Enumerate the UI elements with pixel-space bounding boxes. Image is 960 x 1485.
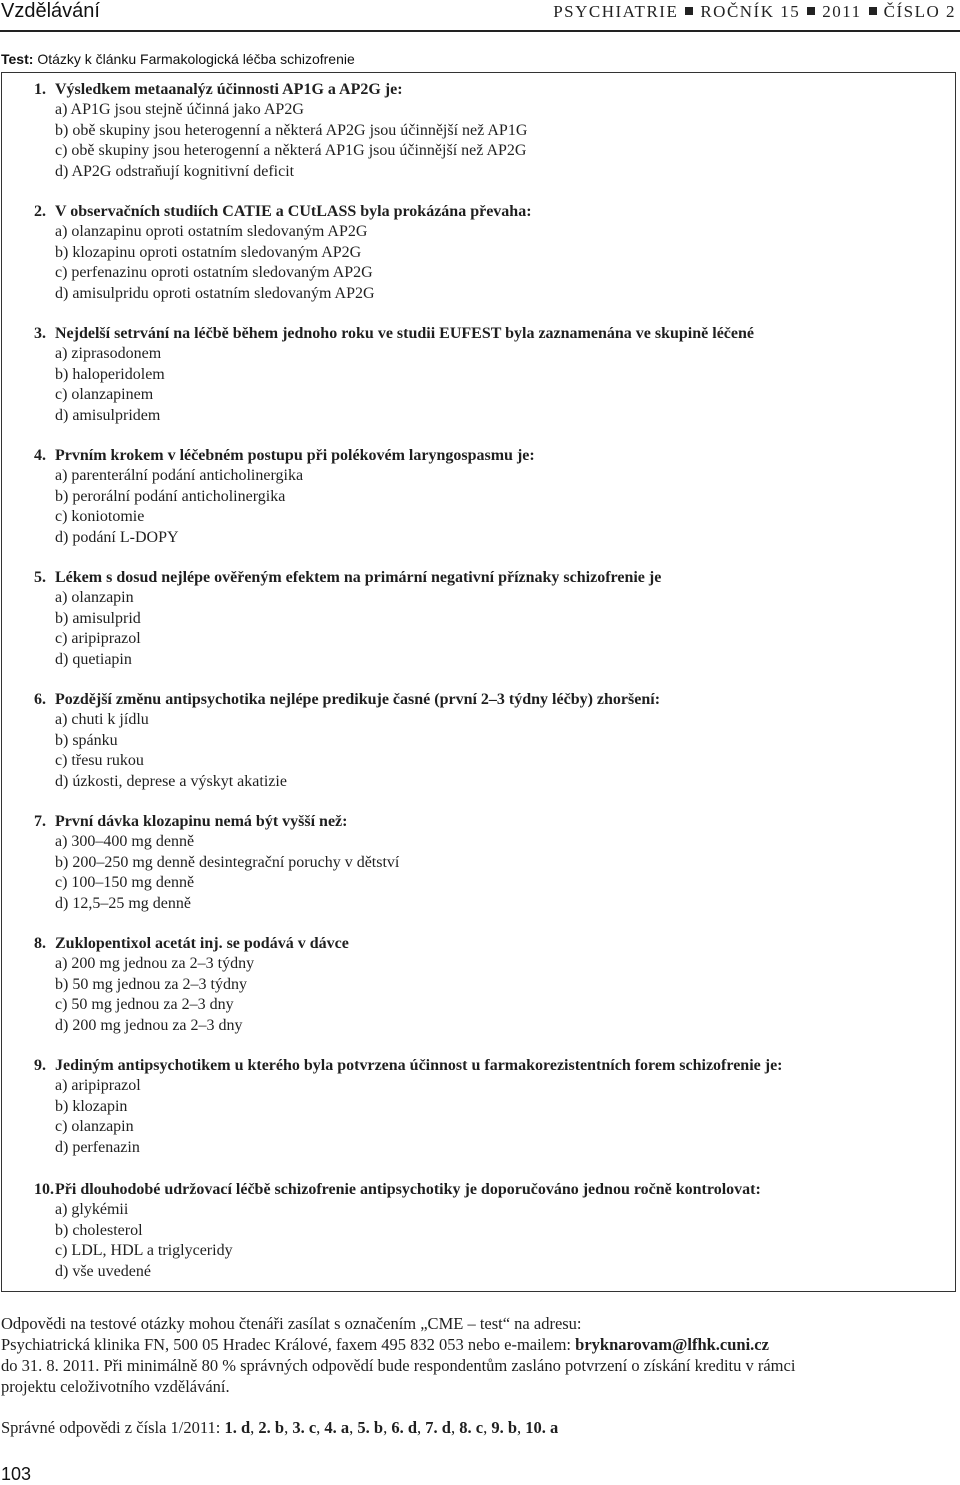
answer-option: c) obě skupiny jsou heterogenní a některá AP1G jsou účinnější než AP2G: [55, 142, 527, 160]
journal-issue: ČÍSLO 2: [883, 2, 956, 21]
test-title: [1, 51, 355, 67]
question-number: 5.: [34, 569, 46, 586]
answer-option: d) quetiapin: [55, 650, 132, 668]
answer-option: a) olanzapinu oproti ostatním sledovaným AP2G: [55, 223, 368, 241]
question-text: Pozdější změnu antipsychotika nejlépe predikuje časné (první 2–3 týdny léčby) zhoršení:: [55, 691, 661, 708]
answer-item: 10. a: [525, 1418, 559, 1437]
question-text: V observačních studiích CATIE a CUtLASS byla prokázána převaha:: [55, 203, 532, 220]
question-9: [34, 1056, 783, 1158]
answer-option: a) chuti k jídlu: [55, 711, 149, 729]
answer-option: d) úzkosti, deprese a výskyt akatizie: [55, 772, 287, 790]
question-4: [34, 446, 535, 548]
correct-answers: Správné odpovědi z čísla 1/2011: 1. d, 2. b, 3. c, 4. a, 5. b, 6. d, 7. d, 8. c, 9. b, 10. a: [1, 1418, 559, 1437]
question-text: Zuklopentixol acetát inj. se podává v dávce: [55, 935, 349, 952]
answer-item: 3. c: [292, 1418, 317, 1437]
answer-option: c) 50 mg jednou za 2–3 dny: [55, 996, 234, 1014]
page-header: [0, 0, 960, 30]
answer-option: a) parenterální podání anticholinergika: [55, 467, 304, 485]
answer-option: b) cholesterol: [55, 1221, 143, 1239]
journal-info: [553, 2, 956, 22]
answer-option: b) 50 mg jednou za 2–3 týdny: [55, 975, 247, 993]
answers-label: Správné odpovědi z čísla 1/2011:: [1, 1418, 221, 1437]
square-separator-icon: [807, 7, 815, 15]
question-number: 8.: [34, 935, 46, 952]
header-divider: [0, 30, 960, 32]
answer-option: d) vše uvedené: [55, 1262, 151, 1280]
question-1: [34, 80, 527, 182]
answer-option: d) AP2G odstraňují kognitivní deficit: [55, 162, 295, 180]
answer-option: a) glykémii: [55, 1201, 129, 1219]
test-label: Test:: [1, 51, 34, 67]
question-number: 1.: [34, 81, 46, 98]
answer-item: 4. a: [324, 1418, 350, 1437]
journal-year: 2011: [822, 2, 862, 21]
answer-item: 9. b: [491, 1418, 517, 1437]
test-title-text: Otázky k článku Farmakologická léčba schizofrenie: [37, 51, 355, 67]
instructions-line-4: projektu celoživotního vzdělávání.: [1, 1377, 230, 1396]
answer-option: a) AP1G jsou stejně účinná jako AP2G: [55, 101, 304, 119]
answer-option: a) ziprasodonem: [55, 345, 162, 363]
question-number: 9.: [34, 1057, 46, 1074]
answer-option: a) aripiprazol: [55, 1077, 141, 1095]
answer-option: c) koniotomie: [55, 508, 145, 526]
answer-option: b) perorální podání anticholinergika: [55, 487, 286, 505]
question-text: Při dlouhodobé udržovací léčbě schizofrenie antipsychotiky je doporučováno jednou ročně kontrolovat:: [55, 1181, 761, 1198]
answer-item: 7. d: [425, 1418, 451, 1437]
address-text: Psychiatrická klinika FN, 500 05 Hradec Králové, faxem 495 832 053 nebo e-mailem:: [1, 1335, 572, 1354]
answer-option: c) LDL, HDL a triglyceridy: [55, 1242, 233, 1260]
answer-option: d) 200 mg jednou za 2–3 dny: [55, 1016, 243, 1034]
answer-item: 6. d: [391, 1418, 418, 1437]
answer-option: a) olanzapin: [55, 589, 134, 607]
question-number: 3.: [34, 325, 46, 342]
question-number: 4.: [34, 447, 46, 464]
answer-option: d) amisulpridu oproti ostatním sledovaným AP2G: [55, 284, 375, 302]
answer-option: c) olanzapin: [55, 1118, 134, 1136]
answer-option: d) 12,5–25 mg denně: [55, 894, 191, 912]
question-number: 7.: [34, 813, 46, 830]
square-separator-icon: [869, 7, 877, 15]
journal-volume: ROČNÍK 15: [700, 2, 801, 21]
answer-option: b) spánku: [55, 731, 118, 749]
answer-option: c) perfenazinu oproti ostatním sledovaným AP2G: [55, 264, 373, 282]
answer-option: c) třesu rukou: [55, 752, 144, 770]
square-separator-icon: [685, 7, 693, 15]
question-5: [34, 568, 661, 670]
question-7: [34, 812, 399, 914]
answer-option: b) klozapin: [55, 1097, 128, 1115]
instructions-line-1: Odpovědi na testové otázky mohou čtenáři zasílat s označením „CME – test“ na adresu:: [1, 1314, 582, 1333]
section-title: Vzdělávání: [1, 0, 100, 22]
answer-option: b) obě skupiny jsou heterogenní a některá AP2G jsou účinnější než AP1G: [55, 121, 528, 139]
answer-option: b) klozapinu oproti ostatním sledovaným AP2G: [55, 243, 362, 261]
question-text: Nejdelší setrvání na léčbě během jednoho roku ve studii EUFEST byla zaznamenána ve skupině léčené: [55, 325, 754, 342]
email-link[interactable]: bryknarovam@lfhk.cuni.cz: [575, 1335, 769, 1354]
question-10: [34, 1180, 761, 1282]
question-6: [34, 690, 660, 792]
answer-option: d) amisulpridem: [55, 406, 161, 424]
answer-option: c) aripiprazol: [55, 630, 141, 648]
answer-item: 2. b: [258, 1418, 285, 1437]
journal-name: PSYCHIATRIE: [553, 2, 679, 21]
question-text: Jediným antipsychotikem u kterého byla potvrzena účinnost u farmakorezistentních forem schizofrenie je:: [55, 1057, 783, 1074]
answer-option: d) podání L-DOPY: [55, 528, 179, 546]
question-text: Prvním krokem v léčebném postupu při polékovém laryngospasmu je:: [55, 447, 535, 464]
question-8: [34, 934, 349, 1036]
instructions-line-3: do 31. 8. 2011. Při minimálně 80 % správných odpovědí bude respondentům zasláno potvrzení o získání kreditu v rámci: [1, 1356, 796, 1375]
answer-item: 8. c: [459, 1418, 484, 1437]
question-text: První dávka klozapinu nemá být vyšší než:: [55, 813, 348, 830]
answer-option: a) 300–400 mg denně: [55, 833, 195, 851]
question-number: 10.: [34, 1181, 54, 1198]
question-number: 2.: [34, 203, 46, 220]
answer-option: b) 200–250 mg denně desintegrační poruchy v dětství: [55, 853, 400, 871]
answer-option: a) 200 mg jednou za 2–3 týdny: [55, 955, 255, 973]
answer-item: 1. d: [224, 1418, 251, 1437]
answer-option: c) 100–150 mg denně: [55, 874, 195, 892]
answer-option: d) perfenazin: [55, 1138, 140, 1156]
answer-option: b) amisulprid: [55, 609, 141, 627]
instructions-line-2: [1, 1334, 959, 1355]
question-number: 6.: [34, 691, 46, 708]
answer-option: b) haloperidolem: [55, 365, 165, 383]
page-number: 103: [1, 1464, 32, 1484]
question-2: [34, 202, 532, 304]
question-text: Výsledkem metaanalýz účinnosti AP1G a AP2G je:: [55, 81, 403, 98]
question-text: Lékem s dosud nejlépe ověřeným efektem na primární negativní příznaky schizofrenie je: [55, 569, 662, 586]
answer-option: c) olanzapinem: [55, 386, 154, 404]
question-3: [34, 324, 754, 426]
submission-instructions: [1, 1313, 959, 1397]
answer-item: 5. b: [357, 1418, 384, 1437]
